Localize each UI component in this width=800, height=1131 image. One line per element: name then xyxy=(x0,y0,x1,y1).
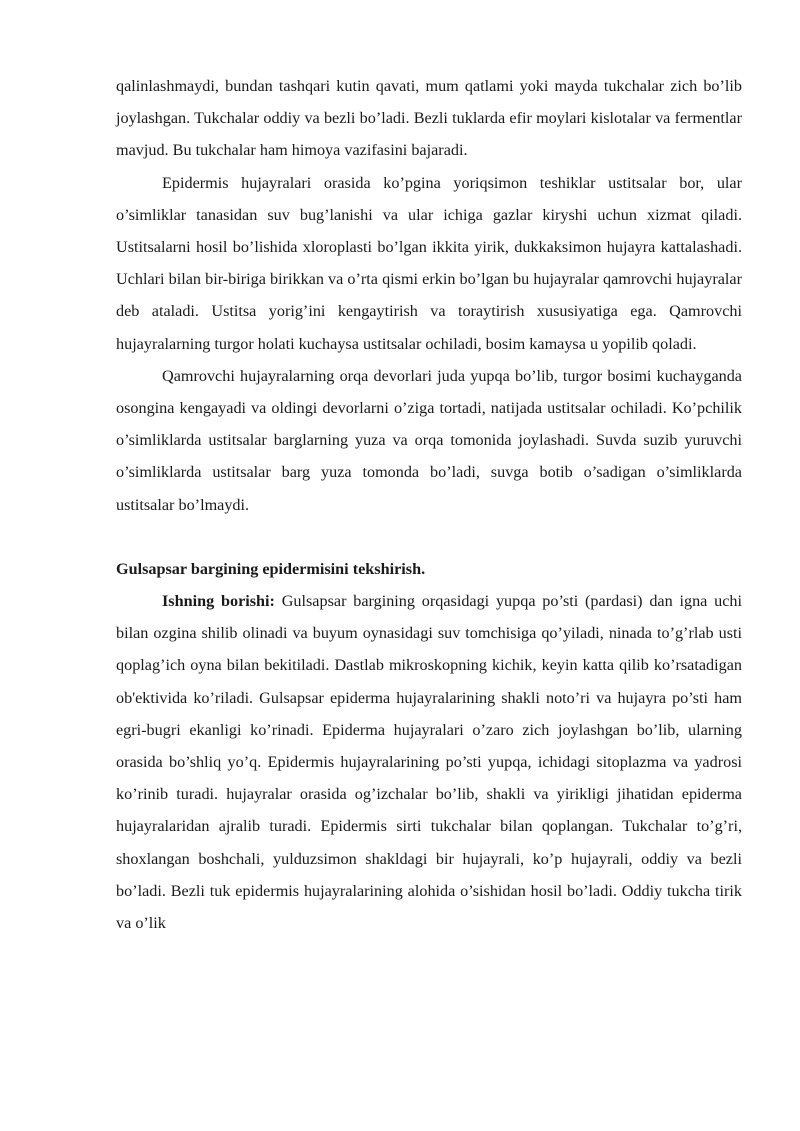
document-page xyxy=(116,70,742,939)
section-heading: Gulsapsar bargining epidermisini tekshirish. xyxy=(116,559,426,578)
paragraph-guard-cells: Qamrovchi hujayralarning orqa devorlari juda yupqa bo’lib, turgor bosimi kuchayganda osongina kengayadi va oldingi devorlarni o’ziga tortadi, natijada ustitsalar ochiladi. Ko’pchilik o’simliklarda ustitsalar barglarning yuza va orqa tomonida joylashadi. Suvda suzib yuruvchi o’simliklarda ustitsalar barg yuza tomonda bo’ladi, suvga botib o’sadigan o’simliklarda ustitsalar bo’lmaydi. xyxy=(116,366,742,514)
paragraph-stomata: Epidermis hujayralari orasida ko’pgina yoriqsimon teshiklar ustitsalar bor, ular o’simliklar tanasidan suv bug’lanishi va ular ichiga gazlar kiryshi uchun xizmat qiladi. Ustitsalarni hosil bo’lishida xloroplasti bo’lgan ikkita yirik, dukkaksimon hujayra kattalashadi. Uchlari bilan bir-biriga birikkan va o’rta qismi erkin bo’lgan bu hujayralar qamrovchi hujayralar deb ataladi. Ustitsa yorig’ini kengaytirish va toraytirish xususiyatiga ega. Qamrovchi hujayralarning turgor holati kuchaysa ustitsalar ochiladi, bosim kamaysa u yopilib qoladi. xyxy=(116,173,742,353)
procedure-body: Gulsapsar bargining orqasidagi yupqa po’sti (pardasi) dan igna uchi bilan ozgina shilib olinadi va buyum oynasidagi suv tomchisiga qo’yiladi, ninada to’g’rlab usti qoplag’ich oyna bilan bekitiladi. Dastlab mikroskopning kichik, keyin katta qilib ko’rsatadigan ob'ektivida ko’riladi. Gulsapsar epiderma hujayralarining shakli noto’ri va hujayra po’sti ham egri-bugri ekanligi ko’rinadi. Epiderma hujayralari o’zaro zich joylashgan bo’lib, ularning orasida bo’shliq yo’q. Epidermis hujayralarining po’sti yupqa, ichidagi sitoplazma va yadrosi ko’rinib turadi. hujayralar orasida og’izchalar bo’lib, shakli va yirikligi jihatidan epiderma hujayralaridan ajralib turadi. Epidermis sirti tukchalar bilan qoplangan. Tukchalar to’g’ri, shoxlangan boshchali, yulduzsimon shakldagi bir hujayrali, ko’p hujayrali, oddiy va bezli bo’ladi. Bezli tuk epidermis hujayralarining alohida o’sishidan hosil bo’ladi. Oddiy tukcha tirik va o’lik xyxy=(116,592,742,933)
procedure-lead: Ishning borishi: xyxy=(162,592,275,611)
paragraph-spacer xyxy=(116,521,742,553)
paragraph-continuation: qalinlashmaydi, bundan tashqari kutin qavati, mum qatlami yoki mayda tukchalar zich bo’lib joylashgan. Tukchalar oddiy va bezli bo’ladi. Bezli tuklarda efir moylari kislotalar va fermentlar mavjud. Bu tukchalar ham himoya vazifasini bajaradi. xyxy=(116,77,742,160)
paragraph-procedure xyxy=(116,585,742,939)
